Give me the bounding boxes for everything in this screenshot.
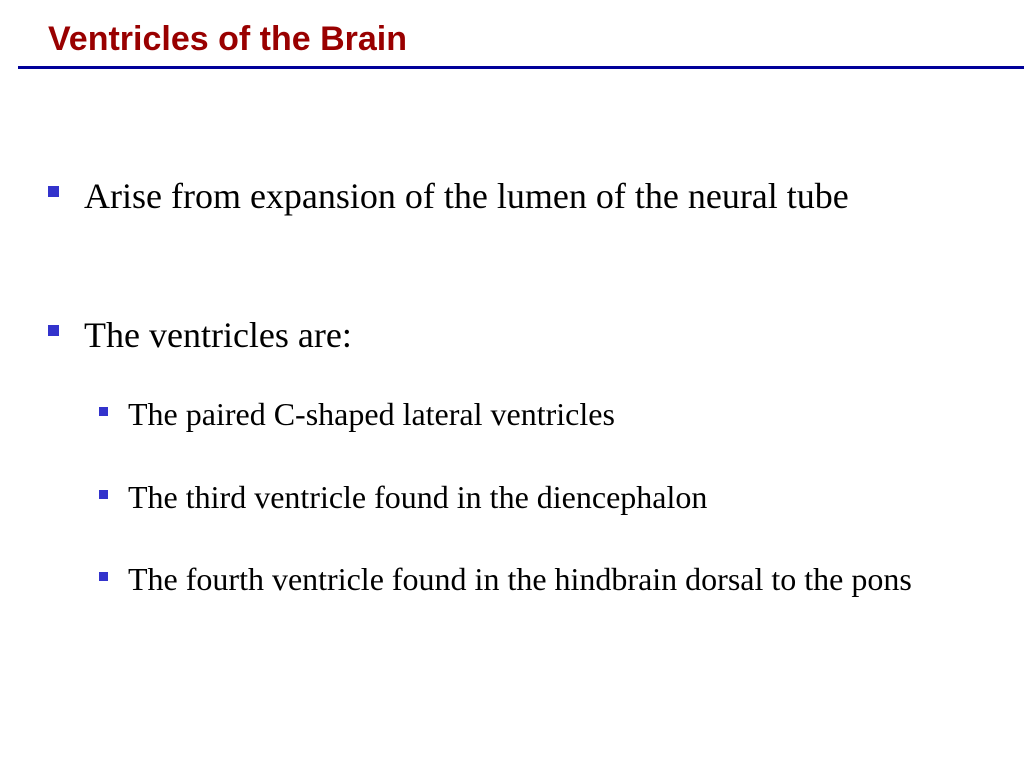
bullet-item [84, 310, 964, 360]
sub-bullet-text: The paired C-shaped lateral ventricles [128, 396, 615, 432]
square-bullet-icon [99, 407, 108, 416]
square-bullet-icon [48, 325, 59, 336]
bullet-text: Arise from expansion of the lumen of the neural tube [84, 176, 849, 216]
sub-bullet-text: The fourth ventricle found in the hindbrain dorsal to the pons [128, 561, 912, 597]
sub-bullet-item [128, 391, 1008, 437]
slide-title: Ventricles of the Brain [48, 20, 407, 58]
sub-bullet-item [128, 474, 1008, 520]
sub-bullet-text: The third ventricle found in the diencephalon [128, 479, 708, 515]
bullet-item [84, 171, 964, 221]
bullet-text: The ventricles are: [84, 315, 352, 355]
sub-bullet-item [128, 556, 1008, 602]
square-bullet-icon [48, 186, 59, 197]
square-bullet-icon [99, 490, 108, 499]
square-bullet-icon [99, 572, 108, 581]
